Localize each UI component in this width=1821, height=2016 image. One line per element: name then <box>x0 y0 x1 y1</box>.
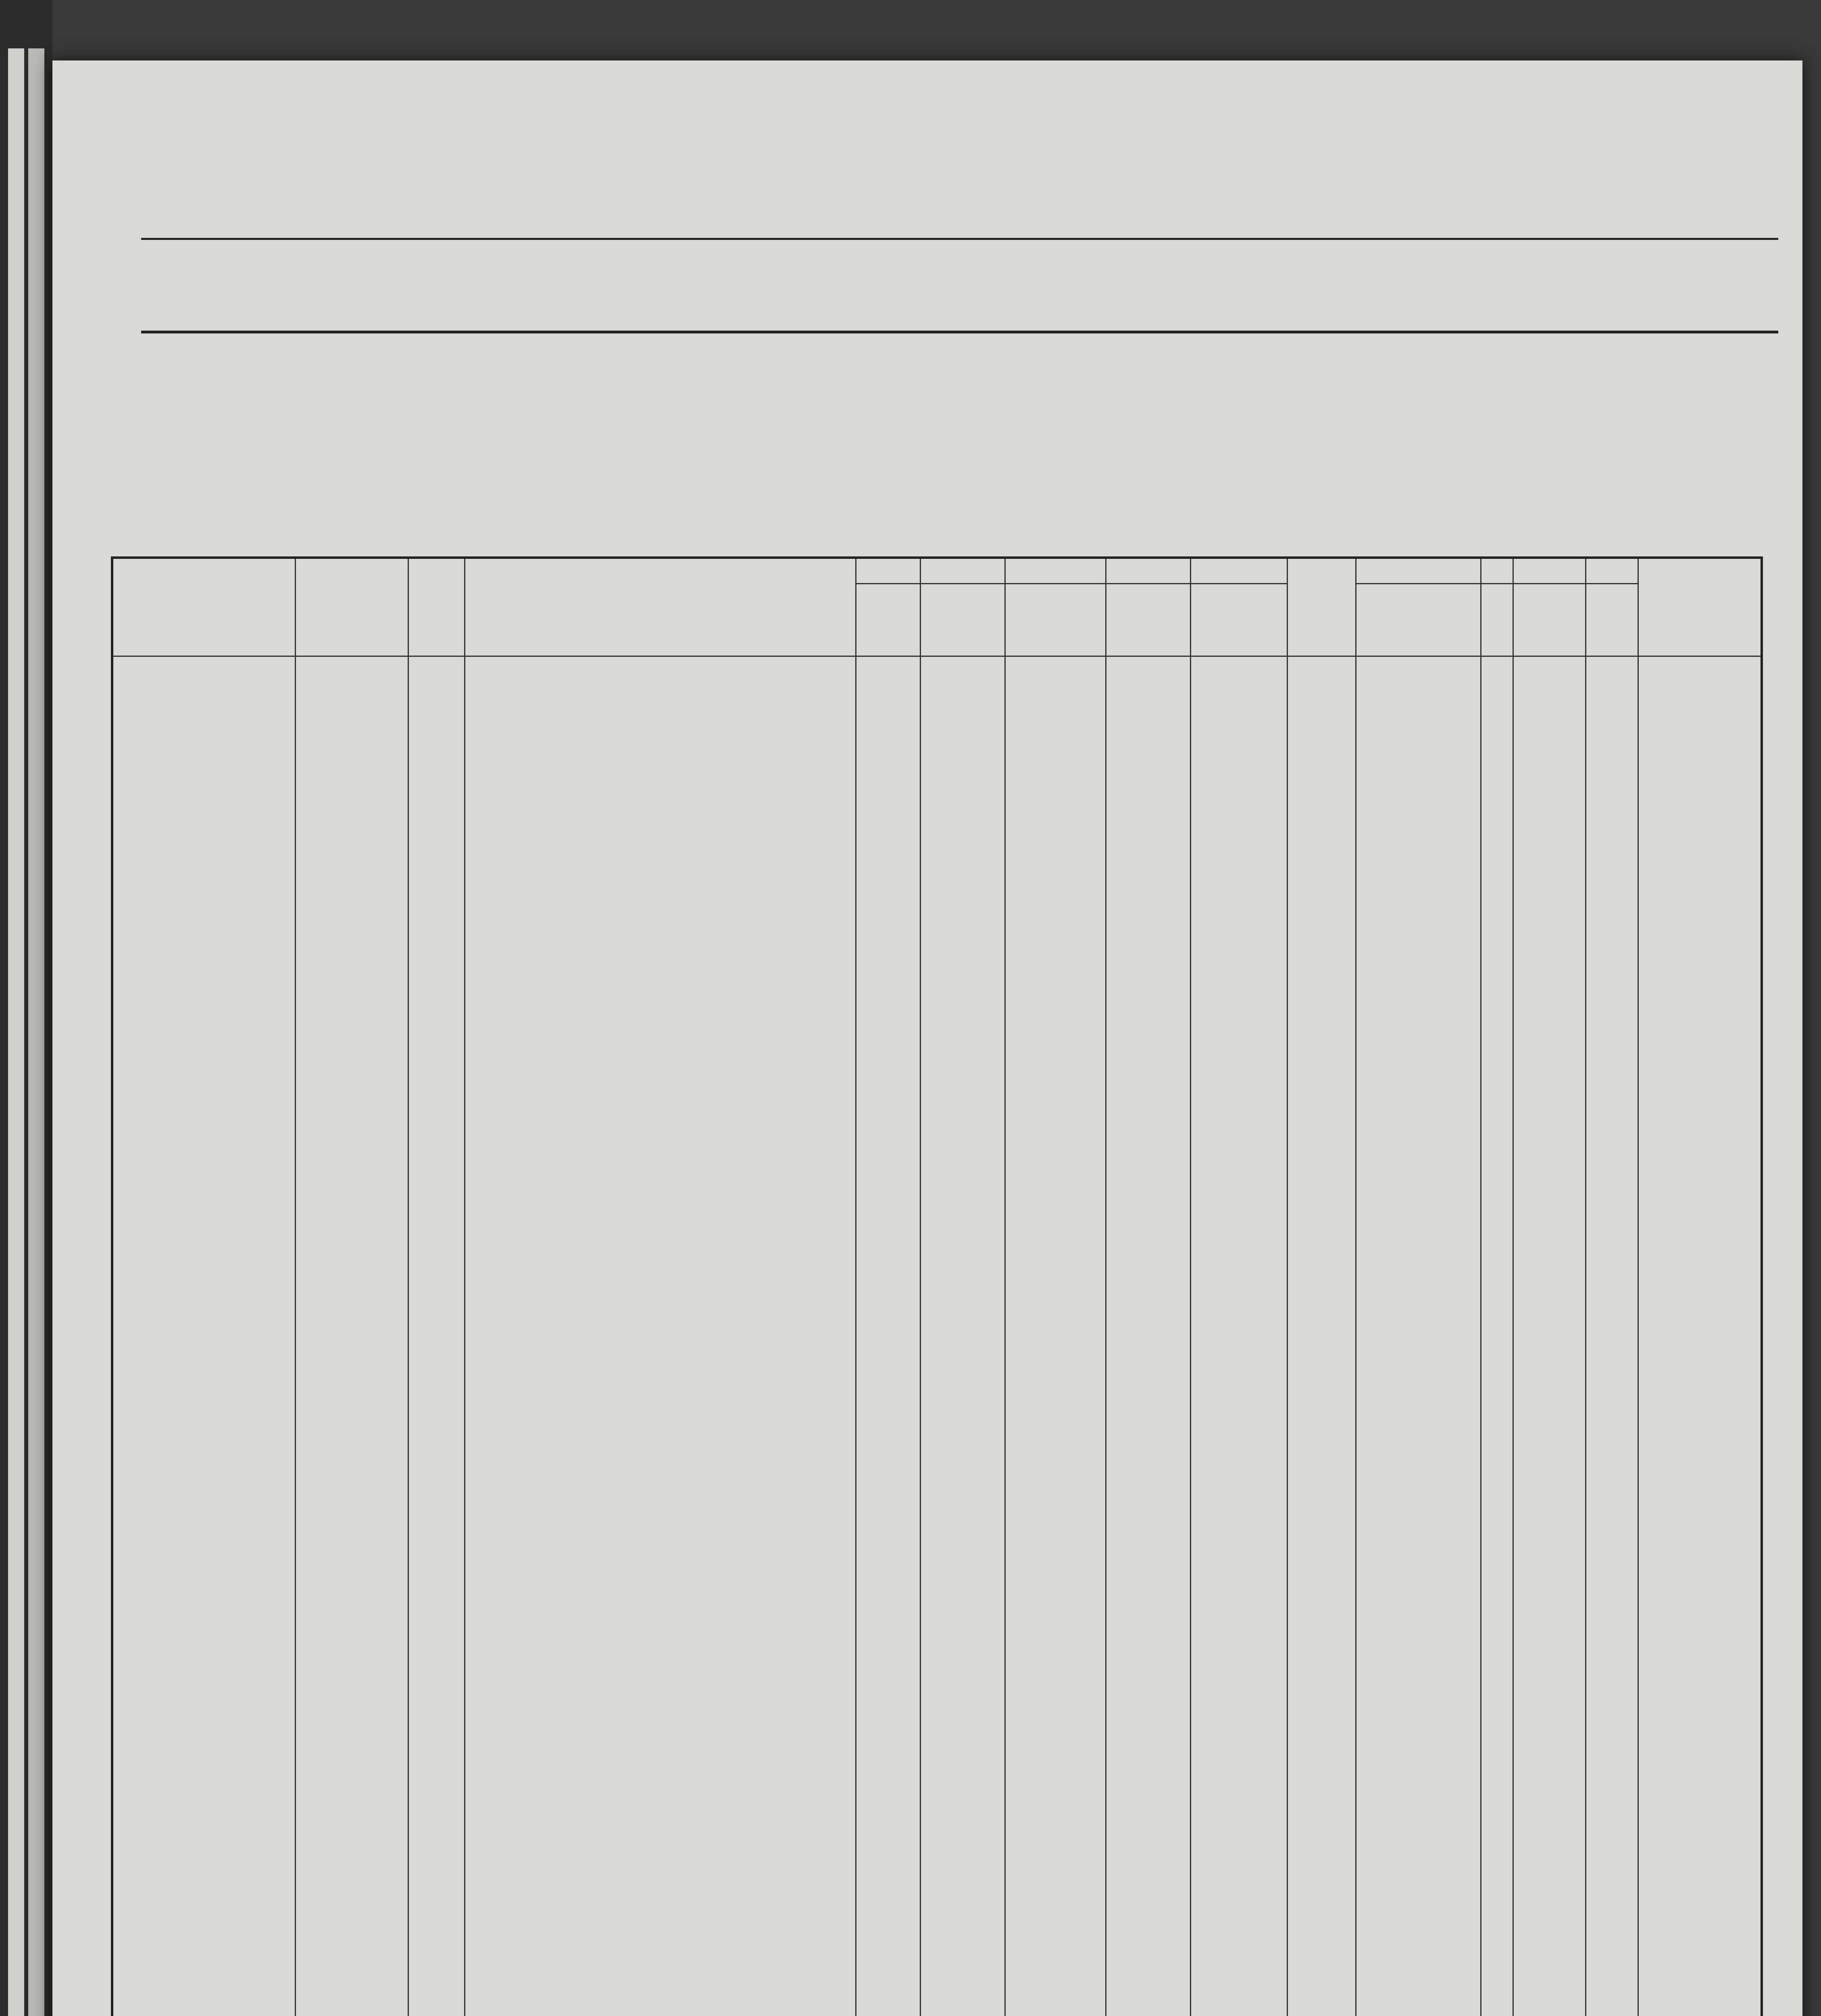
title-rule <box>141 331 1778 333</box>
top-rule <box>141 238 1778 240</box>
newspaper-page <box>52 60 1802 2016</box>
book-spine <box>0 0 52 2016</box>
quotations-table <box>111 556 1763 2016</box>
col-coupons-exercice <box>1589 563 1633 652</box>
